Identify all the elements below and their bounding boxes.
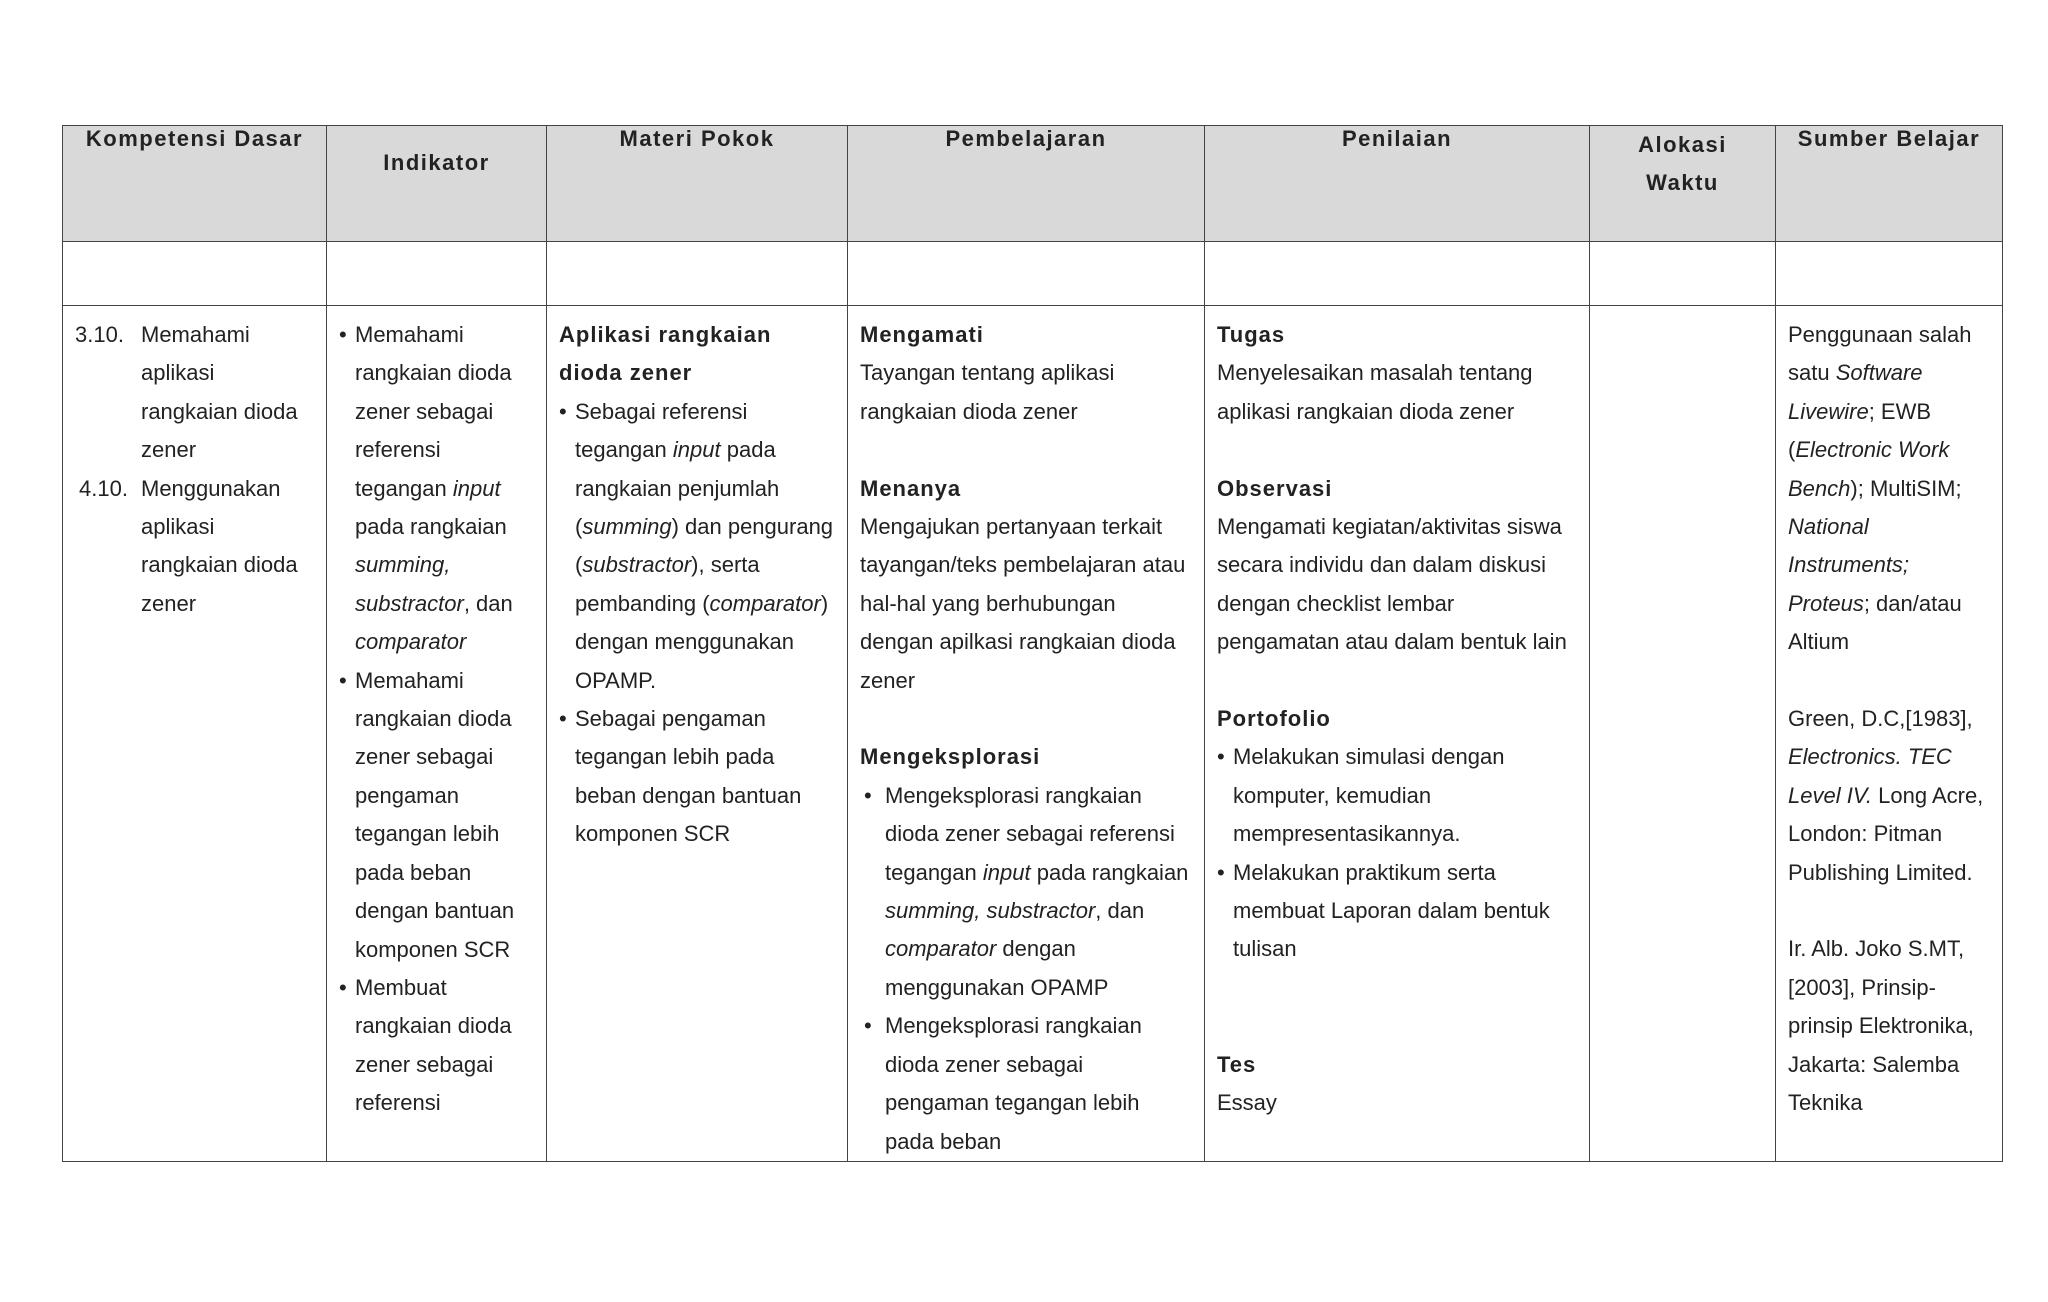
sumber-cell — [1776, 306, 2003, 1162]
blank-cell — [547, 242, 848, 306]
menanya-heading: Menanya — [860, 475, 962, 501]
header-row — [63, 126, 2003, 242]
sumber-item: Green, D.C,[1983], Electronics. TEC Level IV. Long Acre, London: Pitman Publishing Limited. — [1788, 706, 1984, 885]
menanya-text: Mengajukan pertanyaan terkait tayangan/teks pembelajaran atau hal-hal yang berhubungan dengan apilkasi rangkaian dioda zener — [860, 514, 1186, 693]
observasi-text: Mengamati kegiatan/aktivitas siswa secara individu dan dalam diskusi dengan checklist lembar pengamatan atau dalam bentuk lain — [1217, 514, 1567, 655]
kd-text: Menggunakan aplikasi rangkaian dioda zener — [141, 475, 298, 616]
portofolio-heading: Portofolio — [1217, 706, 1331, 732]
indikator-item: • Memahami rangkaian dioda zener sebagai pengaman tegangan lebih pada beban dengan bantuan komponen SCR — [339, 662, 534, 969]
kd-number: 3.10. — [75, 322, 124, 347]
blank-cell — [1205, 242, 1590, 306]
syllabus-table — [62, 125, 2003, 1162]
pembelajaran-cell — [848, 306, 1205, 1162]
header-alokasi-waktu: Alokasi Waktu — [1590, 126, 1776, 242]
header-indikator: Indikator — [327, 126, 547, 242]
kompetensi-cell — [63, 306, 327, 1162]
materi-title: Aplikasi rangkaian dioda zener — [559, 322, 772, 386]
eksplorasi-item: • Mengeksplorasi rangkaian dioda zener sebagai pengaman tegangan lebih pada beban — [860, 1007, 1192, 1161]
tes-text: Essay — [1217, 1090, 1277, 1116]
header-kompetensi-dasar: Kompetensi Dasar — [63, 126, 327, 242]
blank-cell — [848, 242, 1205, 306]
blank-cell — [63, 242, 327, 306]
blank-row — [63, 242, 2003, 306]
tugas-text: Menyelesaikan masalah tentang aplikasi rangkaian dioda zener — [1217, 360, 1533, 424]
header-penilaian: Penilaian — [1205, 126, 1590, 242]
sumber-item: Penggunaan salah satu Software Livewire; EWB (Electronic Work Bench); MultiSIM; National Instruments; Proteus; dan/atau Altium — [1788, 322, 1972, 655]
eksplorasi-item: • Mengeksplorasi rangkaian dioda zener sebagai referensi tegangan input pada rangkaian summing, substractor, dan comparator dengan menggunakan OPAMP — [860, 777, 1192, 1007]
kd-item — [75, 316, 314, 470]
tes-heading: Tes — [1217, 1051, 1257, 1077]
portofolio-item: • Melakukan praktikum serta membuat Laporan dalam bentuk tulisan — [1217, 854, 1577, 969]
kd-number: 4.10. — [79, 475, 128, 501]
portofolio-item: • Melakukan simulasi dengan komputer, kemudian mempresentasikannya. — [1217, 738, 1577, 853]
materi-item: • Sebagai referensi tegangan input pada rangkaian penjumlah (summing) dan pengurang (substractor), serta pembanding (comparator) dengan menggunakan OPAMP. — [559, 393, 835, 700]
tugas-heading: Tugas — [1217, 322, 1286, 347]
header-materi-pokok: Materi Pokok — [547, 126, 848, 242]
indikator-cell — [327, 306, 547, 1162]
mengamati-heading: Mengamati — [860, 322, 984, 347]
observasi-heading: Observasi — [1217, 475, 1333, 501]
penilaian-cell — [1205, 306, 1590, 1162]
alokasi-cell — [1590, 306, 1776, 1162]
header-sumber-belajar: Sumber Belajar — [1776, 126, 2003, 242]
indikator-item: • Membuat rangkaian dioda zener sebagai referensi — [339, 969, 534, 1123]
sumber-item: Ir. Alb. Joko S.MT, [2003], Prinsip-prinsip Elektronika, Jakarta: Salemba Teknika — [1788, 936, 1974, 1116]
mengamati-text: Tayangan tentang aplikasi rangkaian dioda zener — [860, 360, 1115, 424]
mengeksplorasi-heading: Mengeksplorasi — [860, 744, 1041, 770]
kd-item — [75, 470, 314, 624]
blank-cell — [1590, 242, 1776, 306]
materi-cell — [547, 306, 848, 1162]
blank-cell — [1776, 242, 2003, 306]
materi-item: • Sebagai pengaman tegangan lebih pada beban dengan bantuan komponen SCR — [559, 700, 835, 854]
content-row — [63, 306, 2003, 1162]
indikator-item: • Memahami rangkaian dioda zener sebagai referensi tegangan input pada rangkaian summing, substractor, dan comparator — [339, 316, 534, 662]
header-pembelajaran: Pembelajaran — [848, 126, 1205, 242]
kd-text: Memahami aplikasi rangkaian dioda zener — [141, 322, 298, 463]
blank-cell — [327, 242, 547, 306]
